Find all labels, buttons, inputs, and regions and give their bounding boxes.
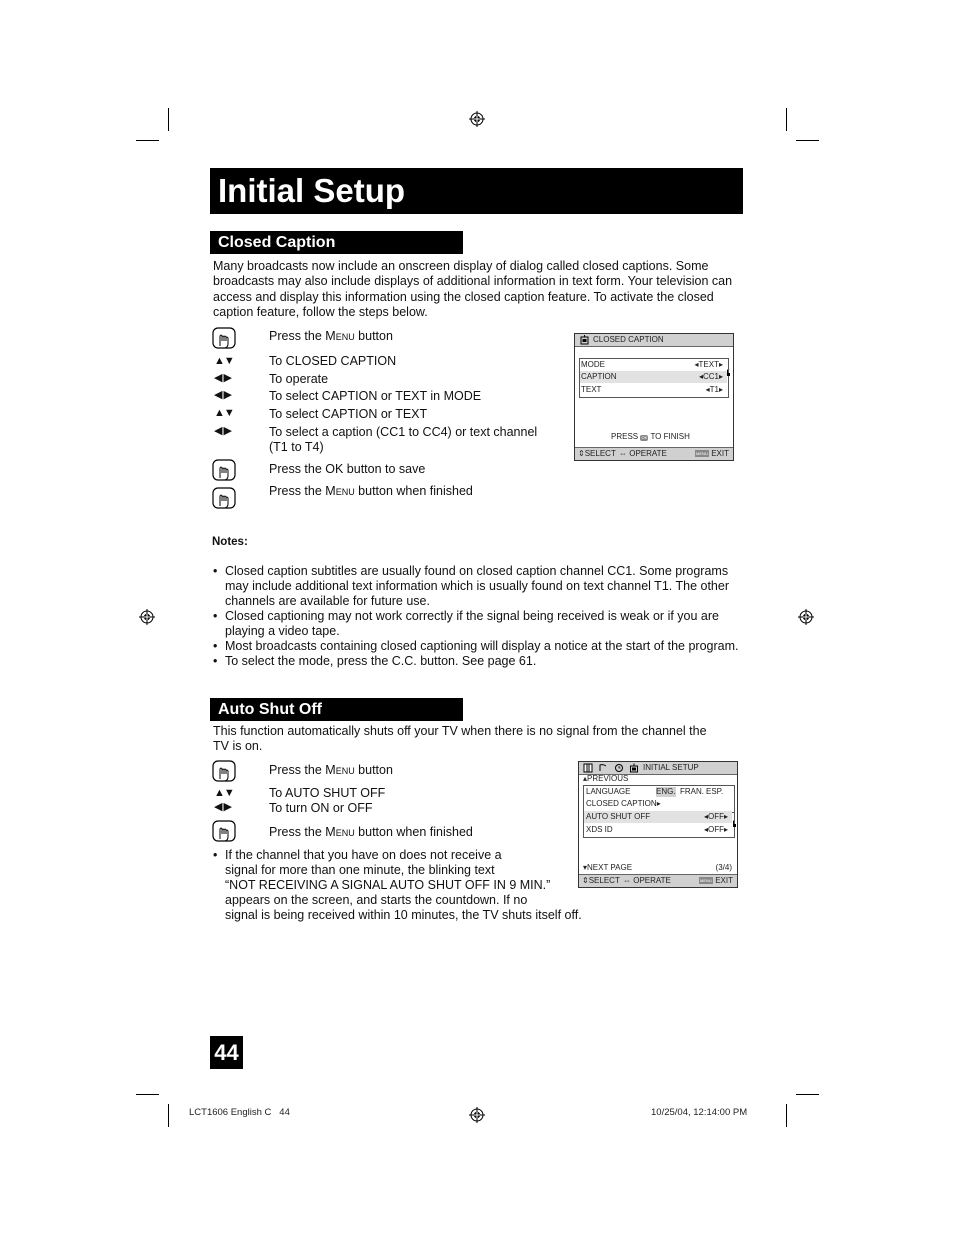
cc-step-3: To operate [269,372,329,386]
osd-footer: ⇕SELECT ⇔ OPERATE MENU EXIT [575,447,733,460]
remote-hand-icon [212,760,238,784]
left-right-arrows-icon: ◀ ▶ [214,801,231,813]
aso-bullet-line: appears on the screen, and starts the countdown. If no [225,893,528,907]
osd-row-xds-id[interactable]: XDS ID ◂OFF▸ [586,825,728,834]
remote-hand-icon [212,327,238,351]
list-item: • Most broadcasts containing closed captioning will display a notice at the start of the program. [212,639,748,654]
osd-page-indicator: (3/4) [715,863,732,872]
closed-caption-heading-bar [210,231,463,254]
cc-step-2: To CLOSED CAPTION [269,354,397,368]
left-right-arrows-icon: ◀ ▶ [214,425,231,437]
aso-step-2: To AUTO SHUT OFF [269,786,386,800]
auto-shut-off-intro: This function automatically shuts off your TV when there is no signal from the channel the TV is on. [213,724,707,754]
registration-mark-icon [139,609,155,625]
remote-hand-icon [212,459,238,483]
setup-tab-icon [629,763,639,773]
menu-button-icon: MENU [700,878,712,883]
crop-mark [786,108,787,131]
remote-hand-icon [212,487,238,511]
closed-caption-heading: Closed Caption [218,234,336,251]
osd-title: INITIAL SETUP [643,763,699,772]
pointer-hand-icon [730,819,737,828]
crop-mark [168,1104,169,1127]
osd-row-language[interactable]: LANGUAGE ENG. FRAN. ESP. [586,787,724,796]
aso-bullet-line: signal is being received within 10 minutes, the TV shuts itself off. [225,908,582,922]
cc-step-5: To select CAPTION or TEXT [269,407,428,421]
crop-mark [796,140,819,141]
page-number: 44 [214,1040,239,1065]
list-item: • To select the mode, press the C.C. button. See page 61. [212,654,748,669]
remote-hand-icon [212,820,238,844]
up-down-arrows-icon: ▲▼ [214,787,234,799]
aso-bullet-line: signal for more than one minute, the blinking text [225,863,495,877]
page-title: Initial Setup [218,172,406,209]
print-footer-left: LCT1606 English C 44 [189,1107,290,1118]
crop-mark [168,108,169,131]
crop-mark [796,1094,819,1095]
cc-step-7: Press the OK button to save [269,462,426,476]
registration-mark-icon [798,609,814,625]
cc-step-1: Press the Menu button [269,329,393,343]
pointer-hand-icon [724,368,731,377]
osd-previous[interactable]: ▴PREVIOUS [583,774,629,783]
clock-tab-icon [614,763,624,773]
left-right-arrows-icon: ◀ ▶ [214,372,231,384]
registration-mark-icon [469,111,485,127]
osd-footer: ⇕SELECT ⇔ OPERATE MENU EXIT [579,874,737,887]
left-right-arrows-icon: ◀ ▶ [214,389,231,401]
caption-icon [580,335,589,345]
osd-press-to-finish: PRESS OK TO FINISH [611,432,690,441]
up-down-arrows-icon: ▲▼ [214,355,234,367]
osd-next-page[interactable]: ▾NEXT PAGE [583,863,633,872]
osd-row-text[interactable]: TEXT ◂T1▸ [581,385,723,394]
auto-shut-off-heading-bar [210,698,463,721]
list-item: • Closed captioning may not work correctly if the signal being received is weak or if you are playing a video tape. [212,609,748,639]
closed-caption-intro: Many broadcasts now include an onscreen display of dialog called closed captions. Some broadcasts may also include displays of additional information in text form. Your television can access and display this information using the closed caption feature. To activate the closed caption feature, follow the steps below. [213,259,733,319]
auto-shut-off-heading: Auto Shut Off [218,701,322,718]
cc-step-8: Press the Menu button when finished [269,484,473,498]
crop-mark [136,1094,159,1095]
notes-list [212,564,748,669]
ok-button-icon: OK [641,435,648,440]
sound-tab-icon [598,763,608,773]
crop-mark [136,140,159,141]
crop-mark [786,1104,787,1127]
picture-tab-icon [583,763,593,773]
initial-setup-osd [578,761,738,888]
closed-caption-osd [574,333,734,461]
osd-row-auto-shut-off[interactable]: AUTO SHUT OFF ◂OFF▸ [584,811,732,823]
osd-row-mode[interactable]: MODE ◂TEXT▸ [581,360,723,369]
list-item: • Closed caption subtitles are usually found on closed caption channel CC1. Some programs may include additional text information which is usually found on text channel T1. The other channels are available for future use. [212,564,748,609]
osd-row-closed-caption[interactable]: CLOSED CAPTION▸ [586,799,661,808]
aso-step-3: To turn ON or OFF [269,801,373,815]
notes-heading: Notes: [212,536,248,548]
cc-step-6: To select a caption (CC1 to CC4) or text channel (T1 to T4) [269,425,538,454]
aso-step-1: Press the Menu button [269,763,393,777]
aso-bullet-line: If the channel that you have on does not receive a [225,848,502,862]
osd-title: CLOSED CAPTION [593,335,664,344]
print-footer-right: 10/25/04, 12:14:00 PM [651,1107,748,1118]
page-title-bar [210,168,743,214]
page-number-box [210,1036,243,1069]
cc-step-4: To select CAPTION or TEXT in MODE [269,389,482,403]
aso-step-4: Press the Menu button when finished [269,825,473,839]
osd-header [575,334,733,347]
aso-bullet-line: “NOT RECEIVING A SIGNAL AUTO SHUT OFF IN 9 MIN.” [225,878,551,892]
osd-row-caption[interactable]: CAPTION ◂CC1▸ [580,371,727,383]
registration-mark-icon [469,1107,485,1123]
up-down-arrows-icon: ▲▼ [214,407,234,419]
menu-button-icon: MENU [696,451,708,456]
